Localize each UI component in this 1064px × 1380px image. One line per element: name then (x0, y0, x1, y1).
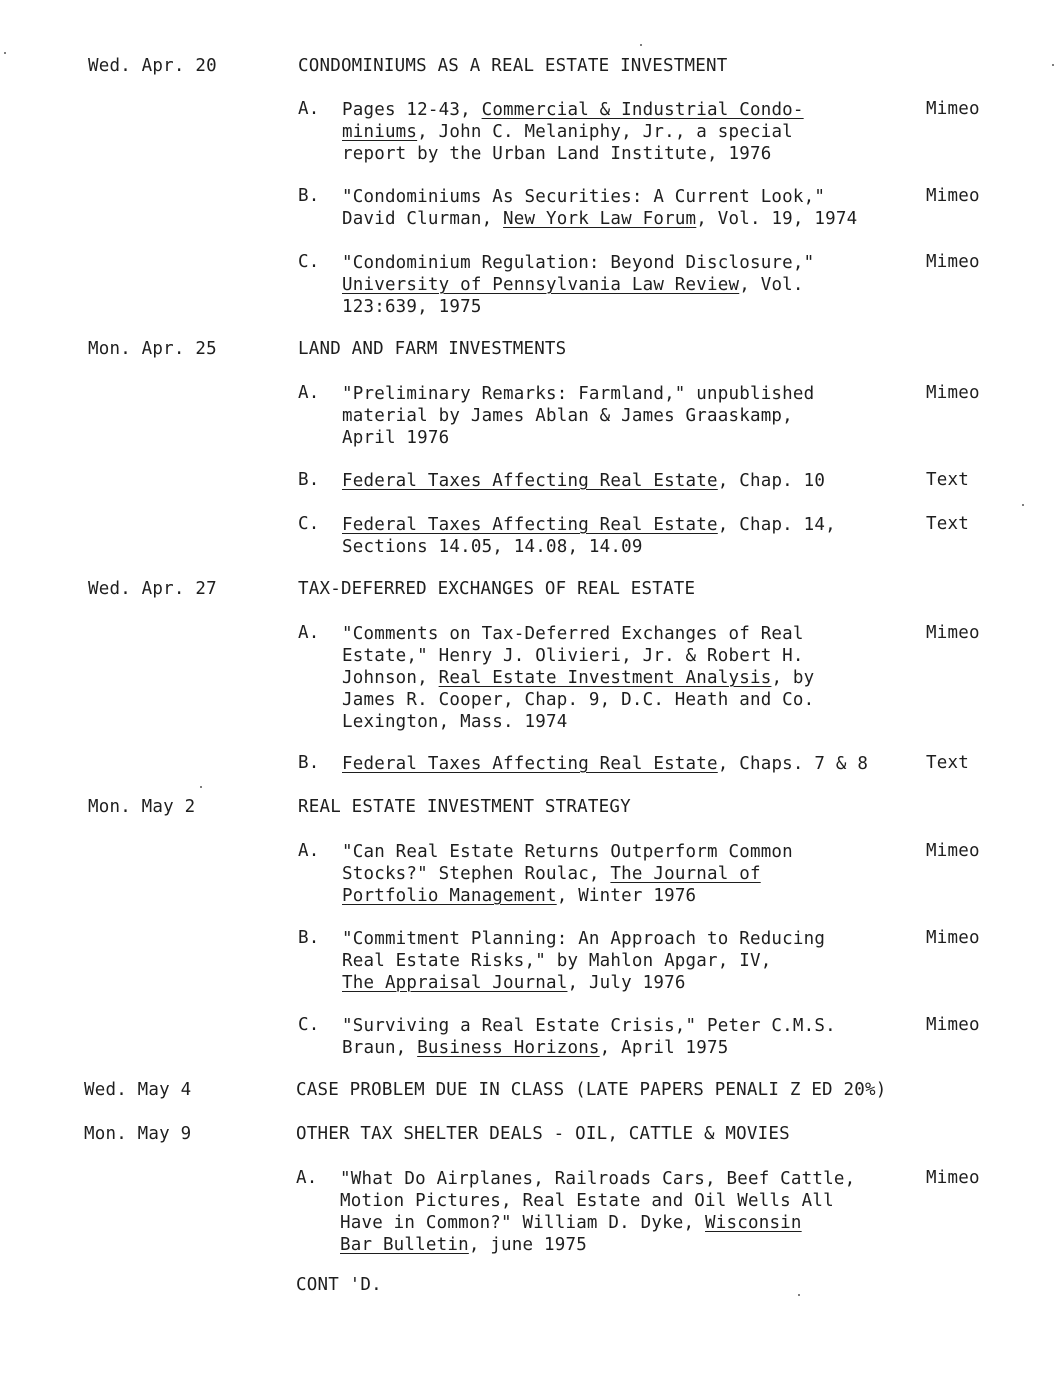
citation-line (342, 296, 814, 318)
citation-text: Johnson, (342, 668, 439, 688)
item-letter: A. (298, 99, 320, 119)
item-letter: B. (298, 928, 320, 948)
underlined-title: Bar Bulletin (340, 1235, 469, 1255)
citation-line (342, 143, 804, 165)
reading-citation (342, 841, 793, 907)
section-topic: OTHER TAX SHELTER DEALS - OIL, CATTLE & MOVIES (296, 1124, 790, 1144)
section-date: Wed. May 4 (84, 1080, 192, 1100)
item-letter: A. (298, 841, 320, 861)
reading-source-type: Mimeo (926, 99, 980, 119)
scan-speck (1052, 64, 1054, 66)
citation-text: , John C. Melaniphy, Jr., a special (417, 122, 793, 142)
citation-line (342, 841, 793, 863)
citation-line (342, 711, 814, 733)
section-date: Wed. Apr. 20 (88, 56, 217, 76)
section-topic: TAX-DEFERRED EXCHANGES OF REAL ESTATE (298, 579, 696, 599)
citation-line (340, 1168, 855, 1190)
citation-line (340, 1212, 855, 1234)
reading-source-type: Mimeo (926, 928, 980, 948)
section-topic: CASE PROBLEM DUE IN CLASS (LATE PAPERS PENALI Z ED 20%) (296, 1080, 887, 1100)
citation-text: "Condominiums As Securities: A Current Look," (342, 187, 826, 207)
citation-line (342, 383, 814, 405)
underlined-title: Portfolio Management (342, 886, 557, 906)
section-topic: REAL ESTATE INVESTMENT STRATEGY (298, 797, 631, 817)
reading-citation (342, 928, 825, 994)
citation-line (340, 1190, 855, 1212)
citation-text: 123:639, 1975 (342, 297, 482, 317)
citation-text: April 1976 (342, 428, 450, 448)
underlined-title: Federal Taxes Affecting Real Estate (342, 754, 718, 774)
citation-line (342, 645, 814, 667)
reading-source-type: Text (926, 470, 969, 490)
section-date: Mon. May 9 (84, 1124, 192, 1144)
citation-line (342, 689, 814, 711)
citation-line (340, 1234, 855, 1256)
reading-source-type: Text (926, 753, 969, 773)
citation-text: Real Estate Risks," by Mahlon Apgar, IV, (342, 951, 772, 971)
citation-line (342, 753, 868, 775)
citation-line (342, 885, 793, 907)
citation-text: Pages 12-43, (342, 100, 482, 120)
underlined-title: University of Pennsylvania Law Review (342, 275, 740, 295)
continued-note: CONT 'D. (296, 1275, 382, 1295)
reading-citation (342, 186, 857, 230)
underlined-title: Wisconsin (705, 1213, 802, 1233)
citation-text: Sections 14.05, 14.08, 14.09 (342, 537, 643, 557)
citation-text: , Chaps. 7 & 8 (717, 754, 869, 774)
citation-line (342, 514, 836, 536)
citation-text: , Vol. 19, 1974 (696, 209, 858, 229)
section-topic: CONDOMINIUMS AS A REAL ESTATE INVESTMENT (298, 56, 728, 76)
item-letter: B. (298, 470, 320, 490)
reading-citation (342, 623, 814, 733)
reading-citation (342, 514, 836, 558)
reading-source-type: Mimeo (926, 623, 980, 643)
citation-text: material by James Ablan & James Graaskamp, (342, 406, 793, 426)
item-letter: C. (298, 252, 320, 272)
reading-citation (342, 252, 814, 318)
citation-text: , Chap. 14, (717, 515, 836, 535)
underlined-title: Commercial & Industrial Condo- (481, 100, 804, 120)
item-letter: C. (298, 514, 320, 534)
citation-line (342, 274, 814, 296)
reading-citation (342, 383, 814, 449)
item-letter: A. (298, 623, 320, 643)
citation-text: "What Do Airplanes, Railroads Cars, Beef Cattle, (340, 1169, 856, 1189)
citation-line (342, 1015, 836, 1037)
reading-citation (342, 753, 868, 775)
reading-citation (340, 1168, 855, 1256)
citation-text: , Chap. 10 (717, 471, 826, 491)
citation-text: "Preliminary Remarks: Farmland," unpublished (342, 384, 815, 404)
citation-line (342, 536, 836, 558)
citation-text: "Commitment Planning: An Approach to Reducing (342, 929, 826, 949)
reading-citation (342, 1015, 836, 1059)
citation-line (342, 252, 814, 274)
citation-text: "Surviving a Real Estate Crisis," Peter C.M.S. (342, 1016, 836, 1036)
citation-text: , July 1976 (567, 973, 686, 993)
citation-text: Have in Common?" William D. Dyke, (340, 1213, 706, 1233)
citation-text: Motion Pictures, Real Estate and Oil Wells All (340, 1191, 834, 1211)
underlined-title: The Journal of (610, 864, 761, 884)
citation-line (342, 470, 825, 492)
citation-line (342, 186, 857, 208)
citation-text: , Vol. (739, 275, 804, 295)
citation-line (342, 99, 804, 121)
citation-text: , Winter 1976 (556, 886, 697, 906)
citation-line (342, 667, 814, 689)
citation-text: , june 1975 (468, 1235, 587, 1255)
citation-text: report by the Urban Land Institute, 1976 (342, 144, 772, 164)
reading-source-type: Text (926, 514, 969, 534)
reading-citation (342, 470, 825, 492)
reading-source-type: Mimeo (926, 383, 980, 403)
reading-source-type: Mimeo (926, 186, 980, 206)
reading-source-type: Mimeo (926, 841, 980, 861)
underlined-title: Business Horizons (417, 1038, 600, 1058)
citation-text: Braun, (342, 1038, 418, 1058)
citation-line (342, 405, 814, 427)
underlined-title: Real Estate Investment Analysis (438, 668, 772, 688)
reading-source-type: Mimeo (926, 1015, 980, 1035)
section-date: Mon. Apr. 25 (88, 339, 217, 359)
citation-text: Stocks?" Stephen Roulac, (342, 864, 611, 884)
reading-source-type: Mimeo (926, 1168, 980, 1188)
scan-speck (4, 52, 6, 54)
reading-citation (342, 99, 804, 165)
scan-speck (200, 786, 202, 788)
citation-text: Estate," Henry J. Olivieri, Jr. & Robert H. (342, 646, 804, 666)
section-date: Mon. May 2 (88, 797, 196, 817)
citation-text: , April 1975 (599, 1038, 729, 1058)
citation-text: Lexington, Mass. 1974 (342, 712, 568, 732)
section-date: Wed. Apr. 27 (88, 579, 217, 599)
citation-line (342, 208, 857, 230)
underlined-title: The Appraisal Journal (342, 973, 568, 993)
citation-line (342, 863, 793, 885)
item-letter: A. (296, 1168, 318, 1188)
item-letter: B. (298, 186, 320, 206)
citation-text: "Condominium Regulation: Beyond Disclosure," (342, 253, 815, 273)
citation-text: "Comments on Tax-Deferred Exchanges of Real (342, 624, 804, 644)
citation-line (342, 972, 825, 994)
citation-line (342, 623, 814, 645)
underlined-title: Federal Taxes Affecting Real Estate (342, 515, 718, 535)
citation-line (342, 427, 814, 449)
citation-text: , by (771, 668, 815, 688)
underlined-title: miniums (342, 122, 418, 142)
scan-speck (798, 1294, 800, 1296)
citation-text: "Can Real Estate Returns Outperform Common (342, 842, 793, 862)
section-topic: LAND AND FARM INVESTMENTS (298, 339, 567, 359)
citation-line (342, 1037, 836, 1059)
scan-speck (1022, 504, 1024, 506)
reading-source-type: Mimeo (926, 252, 980, 272)
citation-line (342, 950, 825, 972)
citation-text: David Clurman, (342, 209, 504, 229)
item-letter: B. (298, 753, 320, 773)
scan-speck (640, 44, 642, 46)
underlined-title: New York Law Forum (503, 209, 697, 229)
citation-text: James R. Cooper, Chap. 9, D.C. Heath and Co. (342, 690, 815, 710)
underlined-title: Federal Taxes Affecting Real Estate (342, 471, 718, 491)
item-letter: A. (298, 383, 320, 403)
citation-line (342, 928, 825, 950)
item-letter: C. (298, 1015, 320, 1035)
citation-line (342, 121, 804, 143)
